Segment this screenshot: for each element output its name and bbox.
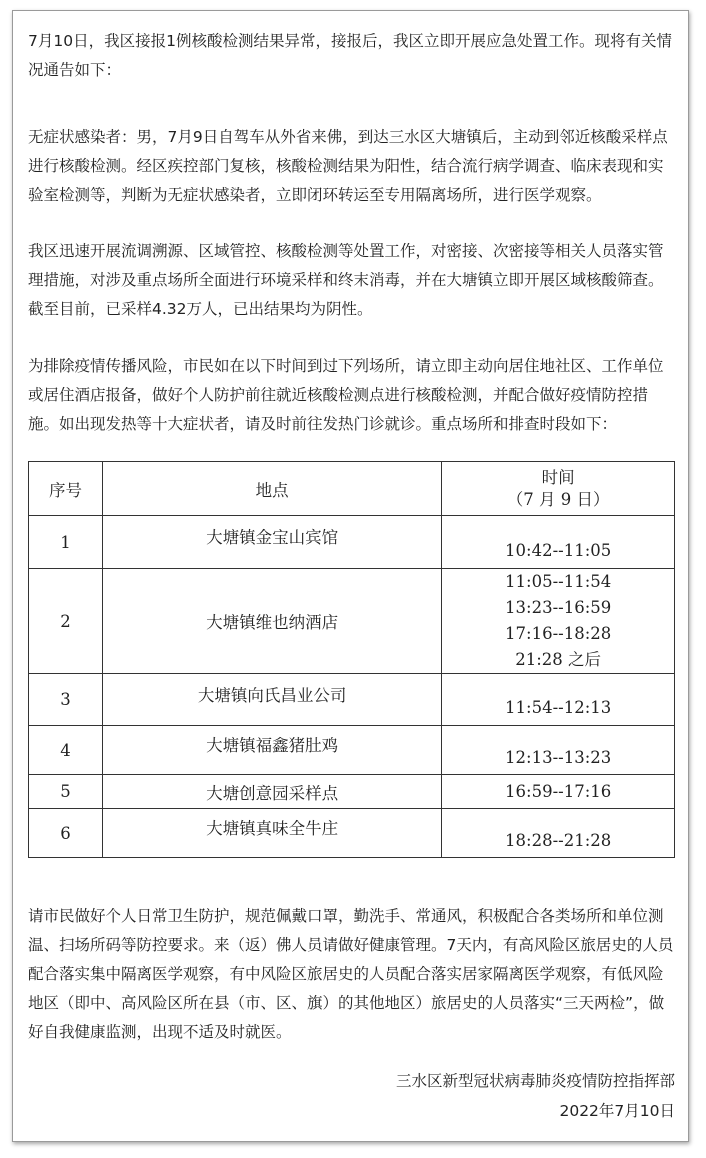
table-row — [29, 516, 675, 569]
measures-paragraph: 我区迅速开展流调溯源、区域管控、核酸检测等处置工作，对密接、次密接等相关人员落实管理措施，对涉及重点场所全面进行环境采样和终末消毒，并在大塘镇立即开展区域核酸筛查。截至目前，已采样4.32万人，已出结果均为阴性。 — [28, 242, 664, 318]
row-place: 大塘镇维也纳酒店 — [102, 569, 441, 674]
row-index: 2 — [29, 569, 103, 674]
row-place-label: 大塘镇金宝山宾馆 — [206, 528, 339, 547]
row-time-slot: 10:42--11:05 — [505, 541, 612, 560]
row-time-slot: 17:16--18:28 — [505, 624, 612, 643]
table-row — [29, 809, 675, 858]
table-header-row — [29, 462, 675, 516]
row-time-slot: 12:13--13:23 — [505, 748, 612, 767]
header-time-date: （7 月 9 日） — [506, 489, 610, 509]
row-time — [442, 569, 675, 674]
notice-frame — [12, 10, 689, 1142]
advice-paragraph: 请市民做好个人日常卫生防护，规范佩戴口罩，勤洗手、常通风，积极配合各类场所和单位测温、扫场所码等防控要求。来（返）佛人员请做好健康管理。7天内，有高风险区旅居史的人员配合落实集中隔离医学观察，有中风险区旅居史的人员配合落实居家隔离医学观察，有低风险地区（即中、高风险区所在县（市、区、旗）的其他地区）旅居史的人员落实“三天两检”，做好自我健康监测，出现不适及时就医。 — [28, 907, 674, 1041]
row-time: 16:59--17:16 — [442, 775, 675, 809]
row-time-slot: 13:23--16:59 — [505, 598, 612, 617]
row-index: 3 — [29, 674, 103, 726]
row-place-label: 大塘镇福鑫猪肚鸡 — [206, 736, 339, 755]
header-time — [442, 462, 675, 516]
intro-paragraph: 7月10日，我区接报1例核酸检测结果异常，接报后，我区立即开展应急处置工作。现将有关情况通告如下： — [28, 32, 672, 79]
call-paragraph: 为排除疫情传播风险，市民如在以下时间到过下列场所，请立即主动向居住地社区、工作单位或居住酒店报备，做好个人防护前往就近核酸检测点进行核酸检测，并配合做好疫情防控措施。如出现发热等十大症状者，请及时前往发热门诊就诊。重点场所和排查时段如下： — [28, 357, 664, 433]
table-row — [29, 726, 675, 775]
row-time — [442, 674, 675, 726]
row-time-slot: 11:05--11:54 — [505, 572, 612, 591]
row-time — [442, 809, 675, 858]
row-index: 5 — [29, 775, 103, 809]
row-time-slot: 11:54--12:13 — [505, 697, 612, 717]
header-place: 地点 — [102, 462, 441, 516]
table-row — [29, 775, 675, 809]
row-index: 4 — [29, 726, 103, 775]
row-place-label: 大塘镇向氏昌业公司 — [197, 685, 347, 705]
schedule-table — [28, 461, 675, 858]
row-place — [102, 516, 441, 569]
row-time — [442, 726, 675, 775]
row-place: 大塘创意园采样点 — [102, 775, 441, 809]
row-time — [442, 516, 675, 569]
table-row — [29, 569, 675, 674]
header-index: 序号 — [29, 462, 103, 516]
header-time-label: 时间 — [541, 467, 575, 487]
row-index: 6 — [29, 809, 103, 858]
signature-organization: 三水区新型冠状病毒肺炎疫情防控指挥部 — [395, 1072, 675, 1090]
signature-date: 2022年7月10日 — [559, 1102, 675, 1120]
table-row — [29, 674, 675, 726]
row-index: 1 — [29, 516, 103, 569]
row-place-label: 大塘镇真味全牛庄 — [206, 819, 339, 838]
row-time-slot: 21:28 之后 — [515, 650, 602, 669]
row-place — [102, 809, 441, 858]
row-time-slot: 18:28--21:28 — [505, 831, 612, 850]
case-paragraph: 无症状感染者：男，7月9日自驾车从外省来佛，到达三水区大塘镇后，主动到邻近核酸采样点进行核酸检测。经区疾控部门复核，核酸检测结果为阳性，结合流行病学调查、临床表现和实验室检测等，判断为无症状感染者，立即闭环转运至专用隔离场所，进行医学观察。 — [28, 128, 668, 204]
row-place — [102, 674, 441, 726]
row-place — [102, 726, 441, 775]
